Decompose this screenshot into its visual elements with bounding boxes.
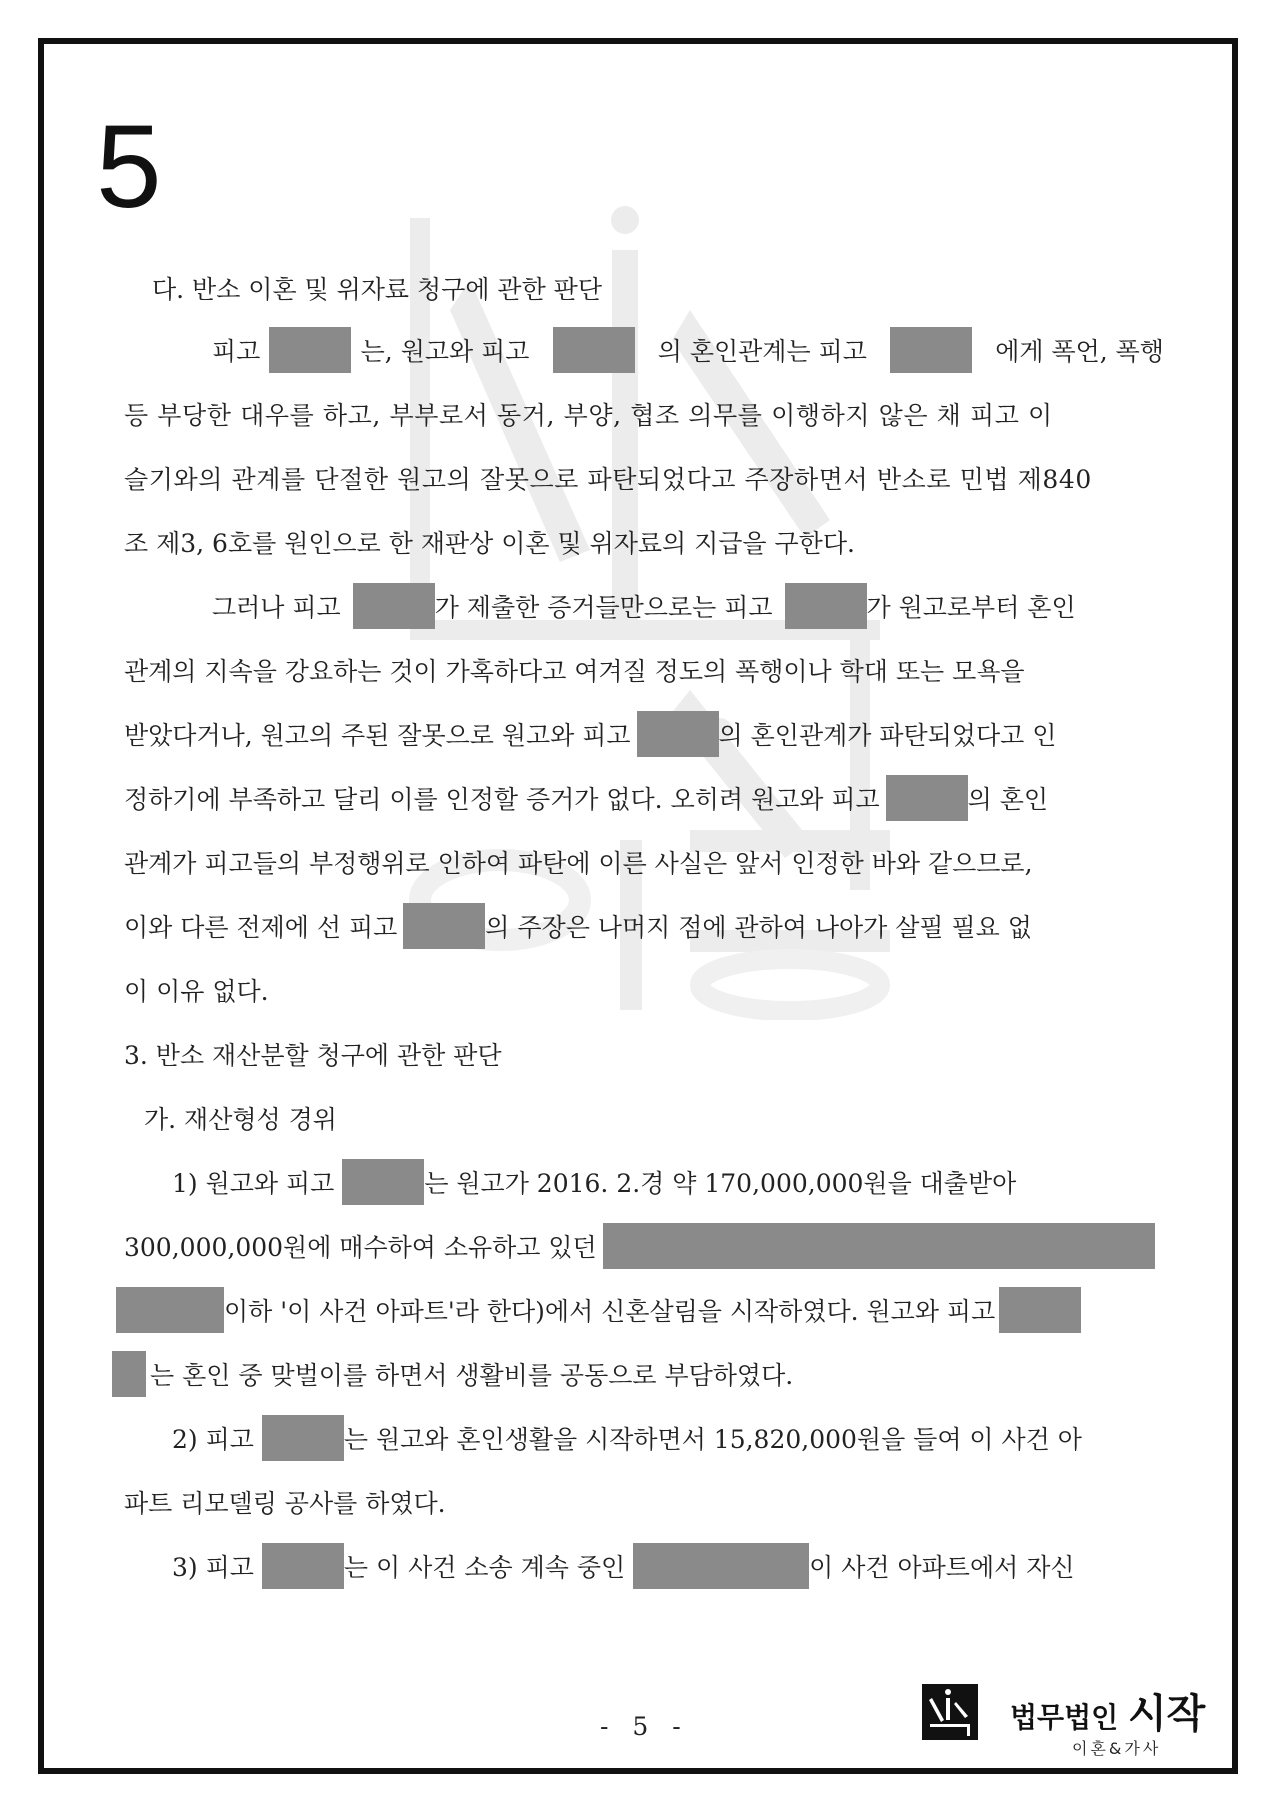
text: 는, 원고와 피고 <box>360 337 530 366</box>
text: 등 부당한 대우를 하고, 부부로서 동거, 부양, 협조 의무를 이행하지 않은 채 피고 이 <box>124 401 1053 430</box>
logo-title-prefix: 법무법인 <box>1010 1701 1128 1734</box>
paragraph-line <box>212 330 1164 370</box>
text: 조 제3, 6호를 원인으로 한 재판상 이혼 및 위자료의 지급을 구한다. <box>124 529 855 558</box>
text: 에게 폭언, 폭행 <box>995 337 1164 366</box>
text: 다. 반소 이혼 및 위자료 청구에 관한 판단 <box>152 275 602 304</box>
paragraph-line <box>124 842 1164 882</box>
text: 3) 피고 <box>172 1553 254 1582</box>
paragraph-line <box>172 1418 1164 1458</box>
text: 파트 리모델링 공사를 하였다. <box>124 1489 446 1518</box>
redaction-box <box>886 775 968 821</box>
section-heading-counterclaim-divorce <box>152 268 1192 308</box>
paragraph-line <box>124 1482 1164 1522</box>
redaction-box <box>403 903 485 949</box>
text: 그러나 피고 <box>212 593 341 622</box>
redaction-box <box>262 1415 344 1461</box>
redaction-box <box>603 1223 1155 1269</box>
redaction-box <box>553 327 635 373</box>
paragraph-line <box>124 970 1164 1010</box>
text: 1) 원고와 피고 <box>172 1169 335 1198</box>
text: 의 혼인관계가 파탄되었다고 인 <box>718 721 1057 750</box>
redaction-box <box>999 1287 1081 1333</box>
redaction-box <box>890 327 972 373</box>
redaction-box <box>633 1543 809 1589</box>
text: 3. 반소 재산분할 청구에 관한 판단 <box>124 1041 502 1070</box>
text: 이하 '이 사건 아파트'라 한다)에서 신혼살림을 시작하였다. 원고와 피고 <box>224 1297 996 1326</box>
paragraph-line <box>124 778 1164 818</box>
paragraph-line <box>116 1290 1182 1330</box>
paragraph-line <box>172 1162 1164 1202</box>
text: 는 원고가 2016. 2.경 약 170,000,000원을 대출받아 <box>424 1169 1017 1198</box>
text: 피고 <box>212 337 261 366</box>
text: 받았다거나, 원고의 주된 잘못으로 원고와 피고 <box>124 721 631 750</box>
redaction-box <box>116 1287 224 1333</box>
logo-mark-icon <box>922 1684 978 1740</box>
redaction-box <box>262 1543 344 1589</box>
footer-page-number: - 5 - <box>600 1712 689 1741</box>
paragraph-line <box>212 586 1164 626</box>
section-heading-property-division <box>124 1034 1164 1074</box>
text: 관계의 지속을 강요하는 것이 가혹하다고 여겨질 정도의 폭행이나 학대 또는 모욕을 <box>124 657 1025 686</box>
text: 는 이 사건 소송 계속 중인 <box>343 1553 626 1582</box>
subsection-heading <box>144 1098 1184 1138</box>
text: 는 원고와 혼인생활을 시작하면서 15,820,000원을 들여 이 사건 아 <box>343 1425 1082 1454</box>
paragraph-line <box>124 1226 1164 1266</box>
paragraph-line <box>124 714 1164 754</box>
paragraph-line <box>124 394 1164 434</box>
redaction-box <box>637 711 719 757</box>
paragraph-line <box>124 458 1164 498</box>
redaction-box <box>112 1351 146 1397</box>
text: 2) 피고 <box>172 1425 254 1454</box>
text: 의 혼인 <box>967 785 1049 814</box>
paragraph-line <box>124 522 1164 562</box>
text: 슬기와의 관계를 단절한 원고의 잘못으로 파탄되었다고 주장하면서 반소로 민법 제840 <box>124 465 1092 494</box>
text: 의 주장은 나머지 점에 관하여 나아가 살필 필요 없 <box>485 913 1032 942</box>
text: 이 사건 아파트에서 자신 <box>809 1553 1075 1582</box>
logo-title-main: 시작 <box>1127 1691 1206 1737</box>
redaction-box <box>353 583 435 629</box>
paragraph-line <box>112 1354 1152 1394</box>
paragraph-line <box>124 650 1164 690</box>
logo-subtitle: 이혼&가사 <box>1072 1739 1162 1758</box>
redaction-box <box>269 327 351 373</box>
text: 관계가 피고들의 부정행위로 인하여 파탄에 이른 사실은 앞서 인정한 바와 같으므로, <box>124 849 1033 878</box>
text: 는 혼인 중 맞벌이를 하면서 생활비를 공동으로 부담하였다. <box>150 1361 794 1390</box>
text: 정하기에 부족하고 달리 이를 인정할 증거가 없다. 오히려 원고와 피고 <box>124 785 880 814</box>
paragraph-line <box>172 1546 1164 1586</box>
redaction-box <box>342 1159 424 1205</box>
law-firm-logo <box>922 1684 1242 1758</box>
text: 가. 재산형성 경위 <box>144 1105 337 1134</box>
paragraph-line <box>124 906 1164 946</box>
text: 가 원고로부터 혼인 <box>866 593 1076 622</box>
page-number-large: 5 <box>96 101 162 233</box>
logo-title <box>1010 1682 1205 1739</box>
text: 300,000,000원에 매수하여 소유하고 있던 <box>124 1233 597 1262</box>
text: 가 제출한 증거들만으로는 피고 <box>434 593 773 622</box>
text: 이와 다른 전제에 선 피고 <box>124 913 398 942</box>
redaction-box <box>785 583 867 629</box>
text: 이 이유 없다. <box>124 977 269 1006</box>
text: 의 혼인관계는 피고 <box>657 337 867 366</box>
